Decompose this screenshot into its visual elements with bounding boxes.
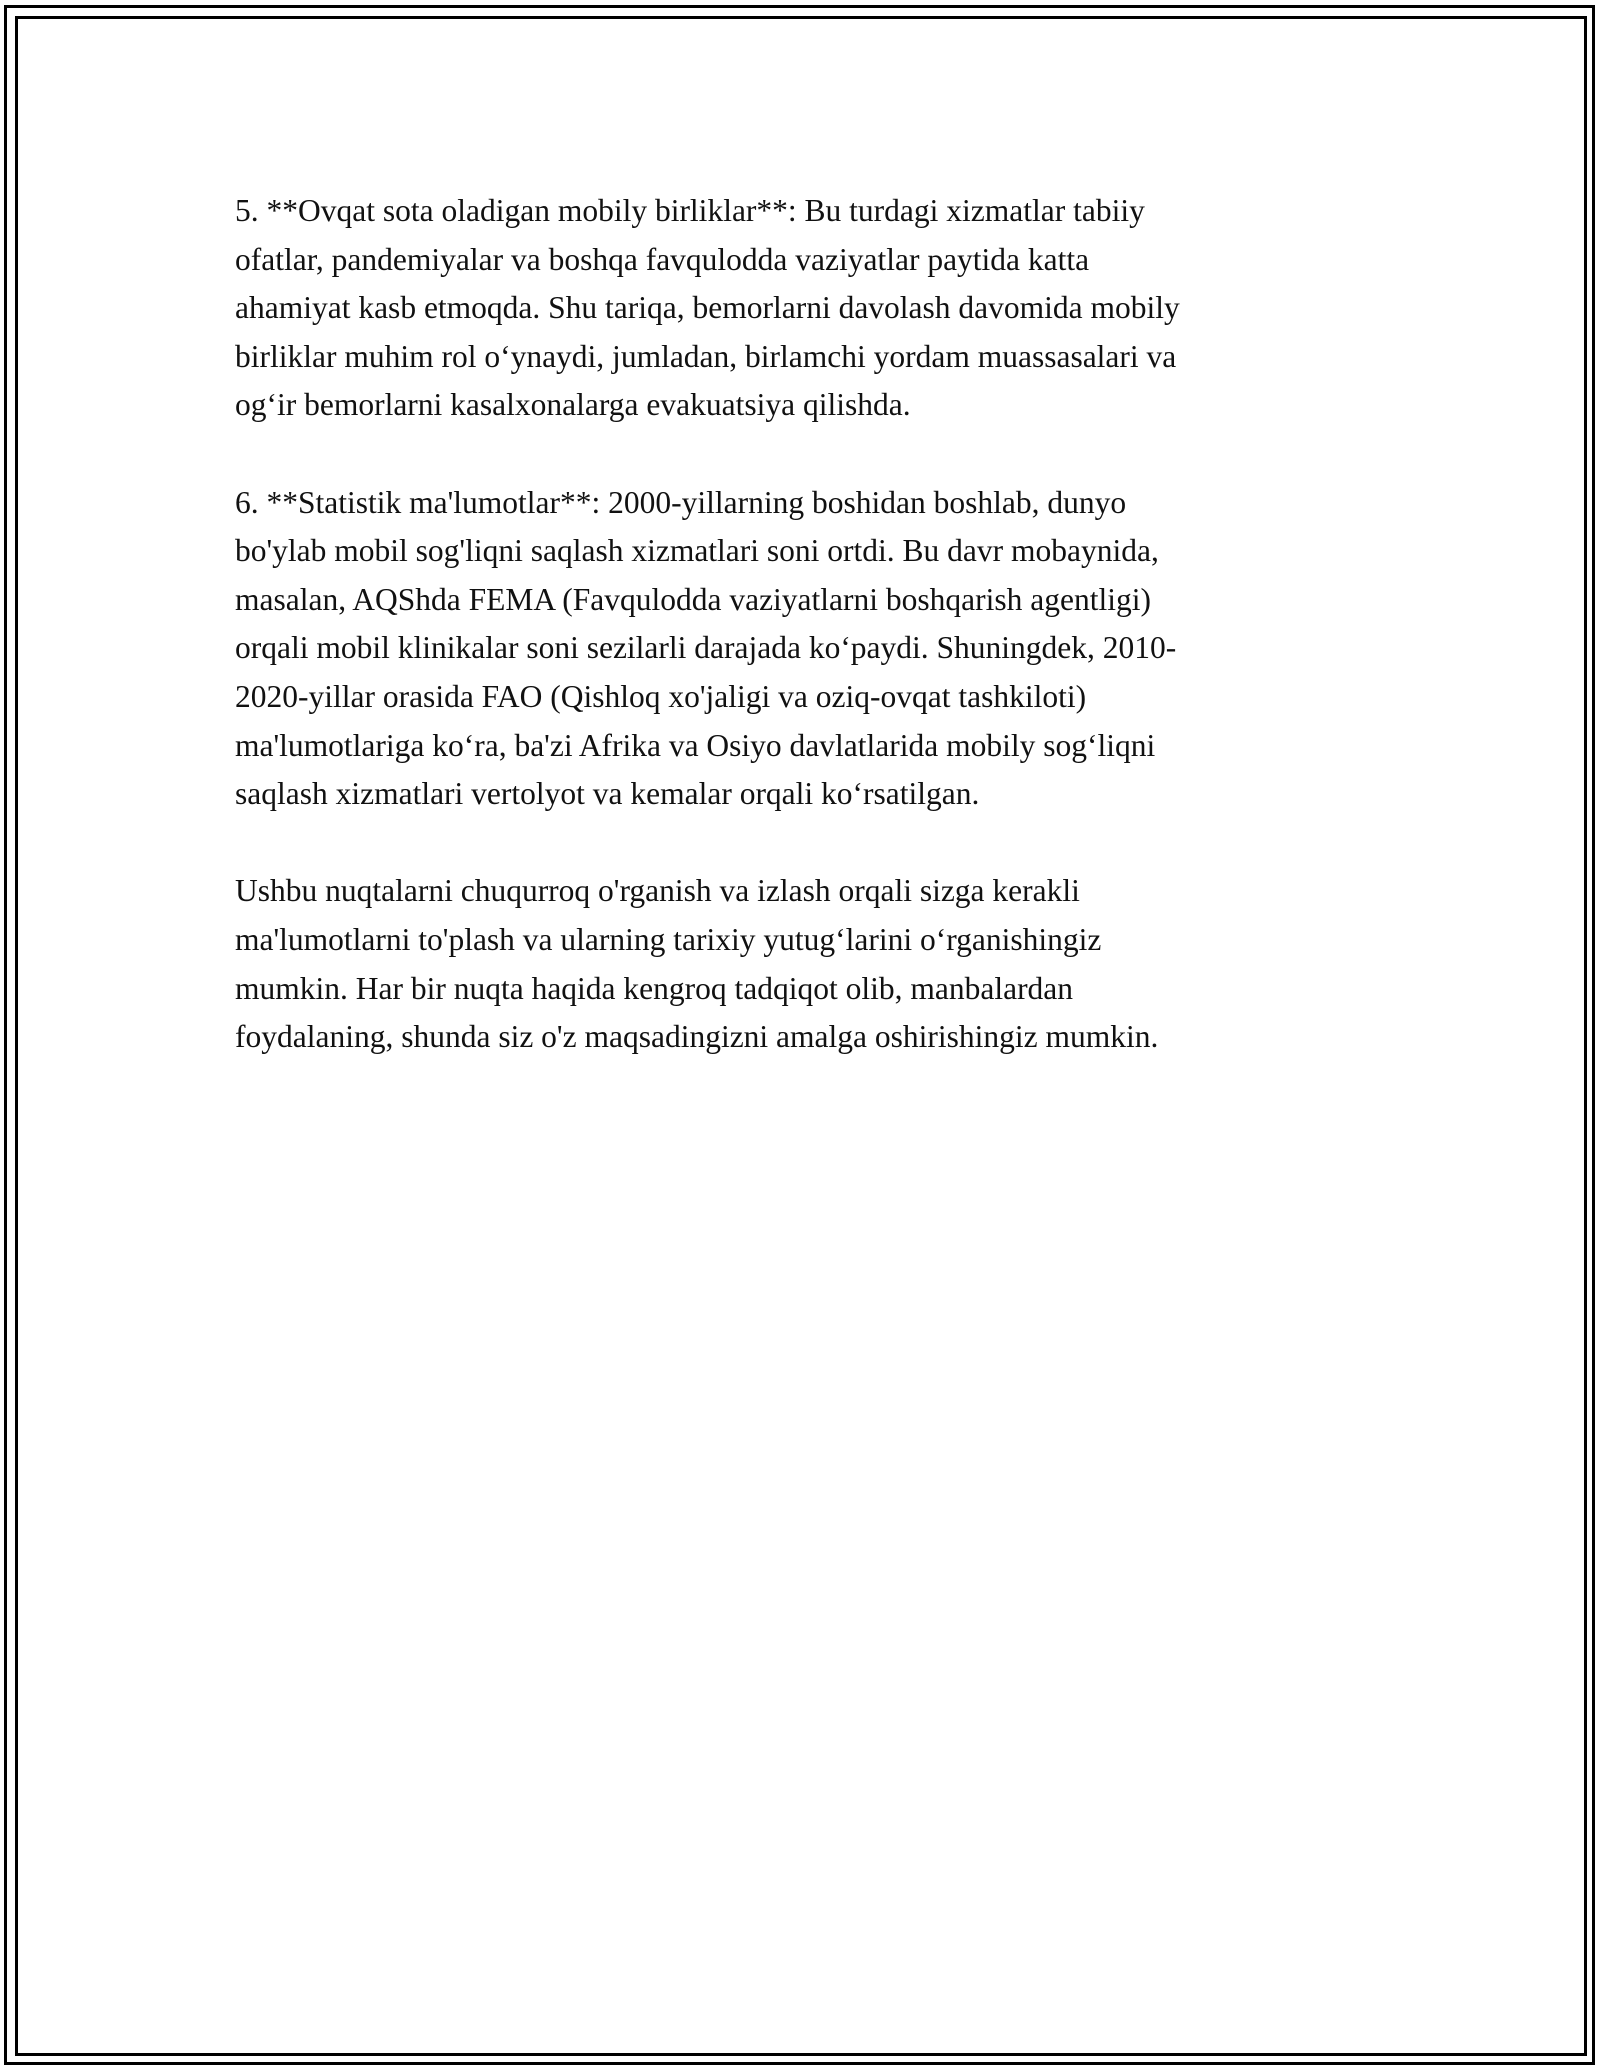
paragraph-mobile-food-units: [235, 187, 1365, 430]
text-line: Ushbu nuqtalarni chuqurroq o'rganish va izlash orqali sizga kerakli: [235, 873, 1080, 909]
text-line: mumkin. Har bir nuqta haqida kengroq tadqiqot olib, manbalardan: [235, 970, 1074, 1006]
text-line: 6. **Statistik ma'lumotlar**: 2000-yillarning boshidan boshlab, dunyo: [235, 484, 1127, 520]
text-line: foydalaning, shunda siz o'z maqsadingizni amalga oshirishingiz mumkin.: [235, 1019, 1159, 1055]
paragraph-statistics: [235, 479, 1365, 819]
text-line: 5. **Ovqat sota oladigan mobily birliklar**: Bu turdagi xizmatlar tabiiy: [235, 193, 1145, 228]
text-line: saqlash xizmatlari vertolyot va kemalar orqali ko‘rsatilgan.: [235, 776, 980, 812]
text-line: orqali mobil klinikalar soni sezilarli darajada ko‘paydi. Shuningdek, 2010-: [235, 630, 1177, 666]
text-line: bo'ylab mobil sog'liqni saqlash xizmatlari soni ortdi. Bu davr mobaynida,: [235, 533, 1159, 569]
text-line: ofatlar, pandemiyalar va boshqa favqulodda vaziyatlar paytida katta: [235, 241, 1090, 277]
text-line: ma'lumotlariga ko‘ra, ba'zi Afrika va Osiyo davlatlarida mobily sog‘liqni: [235, 727, 1156, 763]
text-line: masalan, AQShda FEMA (Favqulodda vaziyatlarni boshqarish agentligi): [235, 581, 1151, 617]
text-line: ma'lumotlarni to'plash va ularning tarixiy yutug‘larini o‘rganishingiz: [235, 921, 1102, 957]
text-line: 2020-yillar orasida FAO (Qishloq xo'jaligi va oziq-ovqat tashkiloti): [235, 678, 1087, 714]
text-line: ahamiyat kasb etmoqda. Shu tariqa, bemorlarni davolash davomida mobily: [235, 290, 1180, 326]
paragraph-conclusion: [235, 867, 1365, 1061]
document-body: [235, 187, 1365, 1110]
text-line: og‘ir bemorlarni kasalxonalarga evakuatsiya qilishda.: [235, 387, 911, 423]
text-line: birliklar muhim rol o‘ynaydi, jumladan, birlamchi yordam muassasalari va: [235, 338, 1177, 374]
